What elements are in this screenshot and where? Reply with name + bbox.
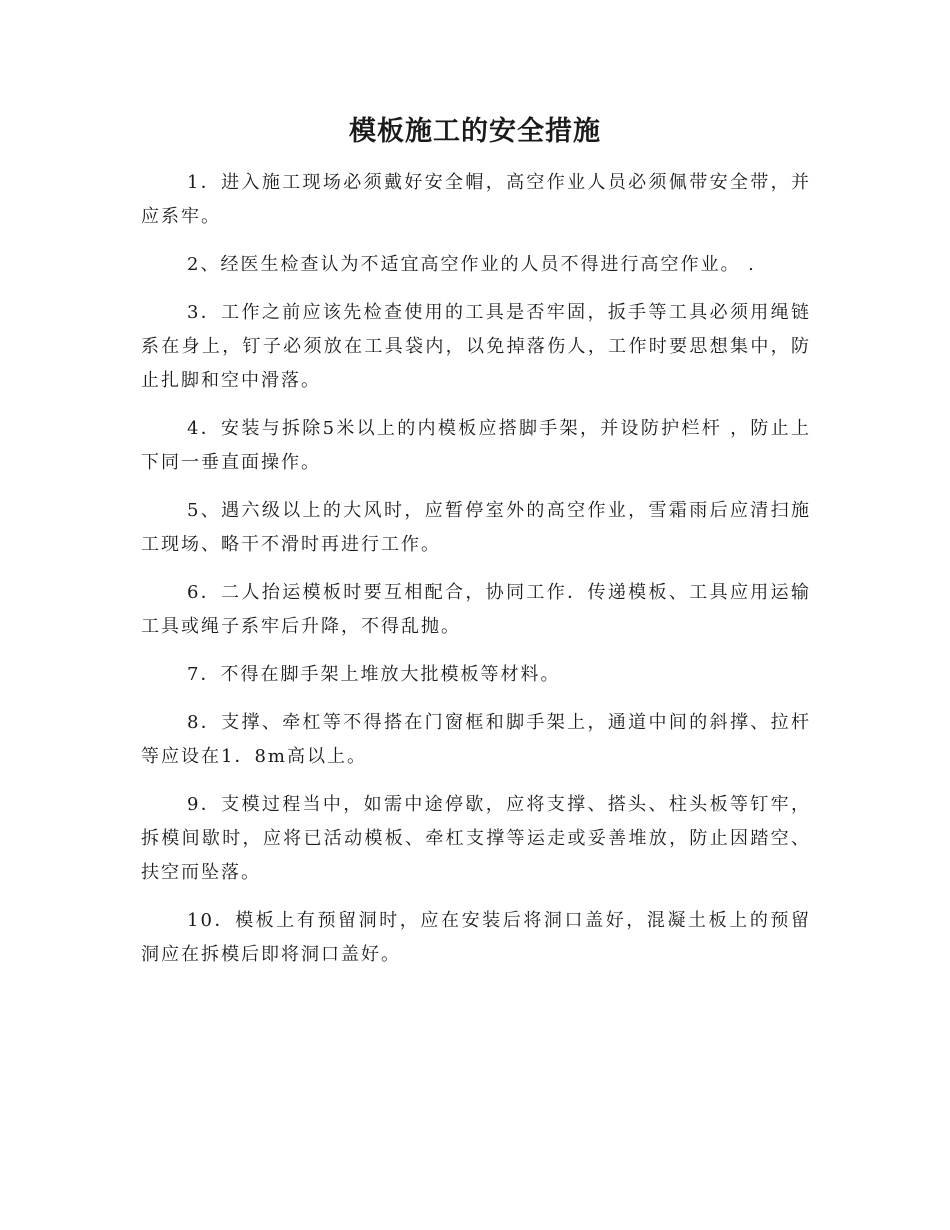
paragraph-10: 10．模板上有预留洞时，应在安装后将洞口盖好，混凝土板上的预留洞应在拆模后即将洞口盖好。	[141, 910, 811, 965]
document-title: 模板施工的安全措施	[349, 116, 601, 147]
paragraph-1: 1．进入施工现场必须戴好安全帽，高空作业人员必须佩带安全带，并应系牢。	[141, 172, 811, 227]
paragraph-2: 2、经医生检查认为不适宜高空作业的人员不得进行高空作业。 .	[187, 254, 756, 275]
paragraph-8: 8．支撑、牵杠等不得搭在门窗框和脚手架上，通道中间的斜撑、拉杆等应设在1．8m高以上。	[141, 712, 811, 767]
paragraph-4: 4．安装与拆除5米以上的内模板应搭脚手架，并设防护栏杆 ，防止上下同一垂直面操作。	[141, 418, 811, 473]
paragraph-6: 6．二人抬运模板时要互相配合，协同工作．传递模板、工具应用运输工具或绳子系牢后升降，不得乱抛。	[141, 582, 811, 637]
paragraph-9: 9．支模过程当中，如需中途停歇，应将支撑、搭头、柱头板等钉牢，拆模间歇时，应将已活动模板、牵杠支撑等运走或妥善堆放，防止因踏空、扶空而坠落。	[141, 794, 811, 883]
paragraph-7: 7．不得在脚手架上堆放大批模板等材料。	[187, 664, 561, 685]
paragraph-5: 5、遇六级以上的大风时，应暂停室外的高空作业，雪霜雨后应清扫施工现场、略干不滑时再进行工作。	[141, 500, 811, 555]
document-body	[141, 166, 811, 986]
paragraph-3: 3．工作之前应该先检查使用的工具是否牢固，扳手等工具必须用绳链系在身上，钉子必须放在工具袋内，以免掉落伤人，工作时要思想集中，防止扎脚和空中滑落。	[141, 302, 811, 391]
